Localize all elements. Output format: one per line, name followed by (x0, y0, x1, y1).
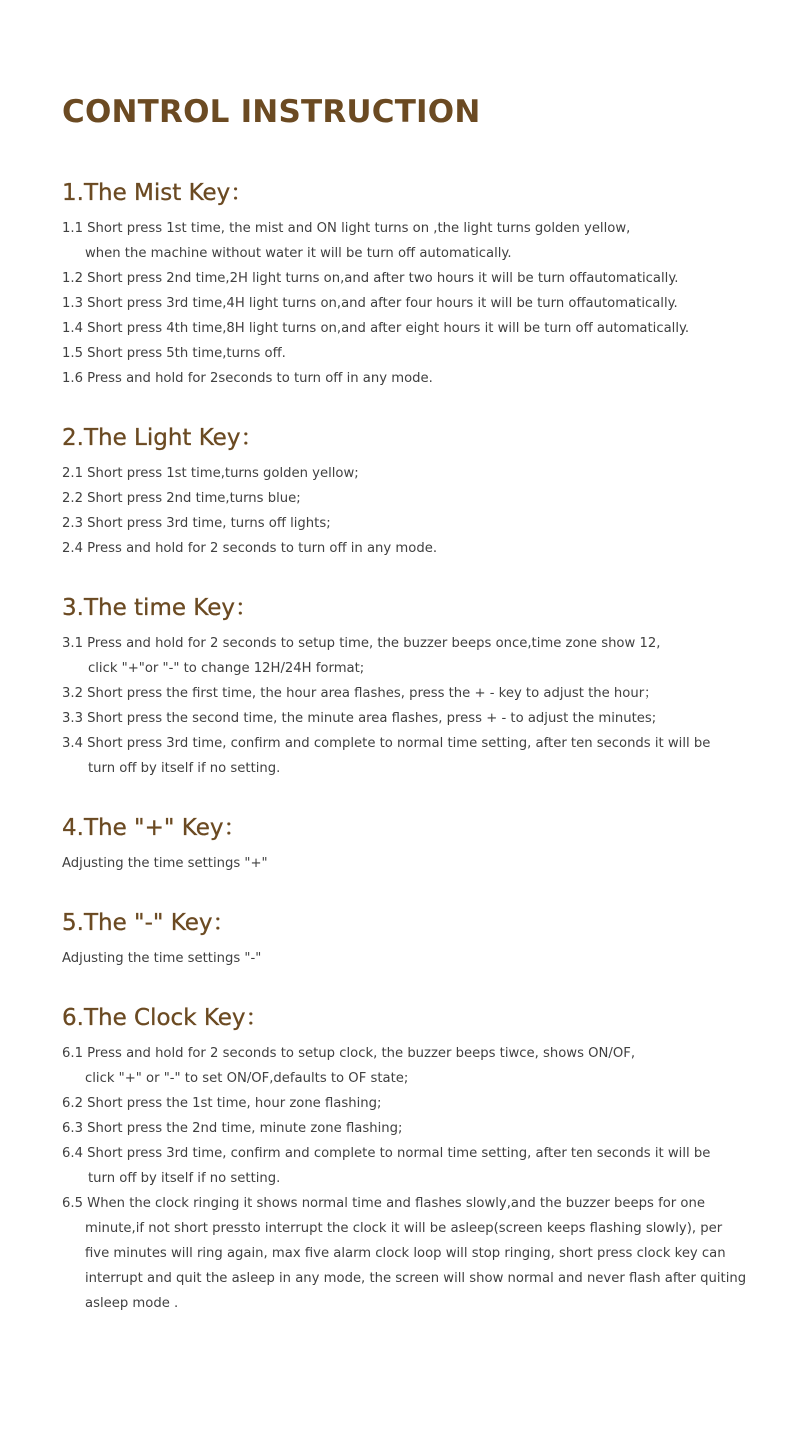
section-mist-key (62, 178, 787, 391)
section-heading: 1.The Mist Key： (62, 180, 254, 206)
section-light-key (62, 423, 787, 561)
section-heading: 6.The Clock Key： (62, 1005, 269, 1031)
instruction-line: 3.2 Short press the first time, the hour area flashes, press the + - key to adjust the hour； (62, 686, 658, 701)
instruction-line: 1.4 Short press 4th time,8H light turns on,and after eight hours it will be turn off automatically. (62, 321, 690, 336)
instruction-line: 2.1 Short press 1st time,turns golden yellow; (62, 466, 359, 481)
instruction-line: 3.3 Short press the second time, the minute area flashes, press + - to adjust the minutes; (62, 711, 657, 726)
instruction-line: 6.1 Press and hold for 2 seconds to setup clock, the buzzer beeps tiwce, shows ON/OF, (62, 1046, 636, 1061)
section-clock-key (62, 1003, 787, 1316)
instruction-line: 6.4 Short press 3rd time, confirm and complete to normal time setting, after ten seconds it will be (62, 1146, 711, 1161)
instruction-line: 1.2 Short press 2nd time,2H light turns on,and after two hours it will be turn offautomatically. (62, 271, 679, 286)
instruction-line: 6.3 Short press the 2nd time, minute zone flashing; (62, 1121, 403, 1136)
instruction-line: 1.5 Short press 5th time,turns off. (62, 346, 286, 361)
instruction-line: turn off by itself if no setting. (88, 761, 281, 776)
instruction-line: 2.3 Short press 3rd time, turns off lights; (62, 516, 331, 531)
instruction-line: 2.4 Press and hold for 2 seconds to turn off in any mode. (62, 541, 438, 556)
instruction-line: 3.1 Press and hold for 2 seconds to setup time, the buzzer beeps once,time zone show 12, (62, 636, 661, 651)
instruction-line: asleep mode . (85, 1296, 179, 1311)
instruction-line: 1.6 Press and hold for 2seconds to turn off in any mode. (62, 371, 433, 386)
instruction-line: turn off by itself if no setting. (88, 1171, 281, 1186)
instruction-line: 1.3 Short press 3rd time,4H light turns on,and after four hours it will be turn offautomatically. (62, 296, 678, 311)
section-heading: 3.The time Key： (62, 595, 259, 621)
instruction-line: Adjusting the time settings "-" (62, 951, 262, 966)
section-plus-key (62, 813, 787, 876)
instruction-line: click "+"or "-" to change 12H/24H format; (88, 661, 365, 676)
section-heading: 4.The "+" Key： (62, 815, 247, 841)
instruction-line: interrupt and quit the asleep in any mode, the screen will show normal and never flash after quiting (85, 1271, 747, 1286)
section-minus-key (62, 908, 787, 971)
section-heading: 2.The Light Key： (62, 425, 264, 451)
instruction-line: 3.4 Short press 3rd time, confirm and complete to normal time setting, after ten seconds it will be (62, 736, 711, 751)
instruction-line: 6.2 Short press the 1st time, hour zone flashing; (62, 1096, 382, 1111)
instruction-line: when the machine without water it will be turn off automatically. (85, 246, 512, 261)
instruction-line: minute,if not short pressto interrupt the clock it will be asleep(screen keeps flashing slowly), per (85, 1221, 723, 1236)
instruction-line: 6.5 When the clock ringing it shows normal time and flashes slowly,and the buzzer beeps for one (62, 1196, 705, 1211)
instruction-line: Adjusting the time settings "+" (62, 856, 268, 871)
instruction-line: click "+" or "-" to set ON/OF,defaults to OF state; (85, 1071, 409, 1086)
section-heading: 5.The "-" Key： (62, 910, 236, 936)
instruction-line: 2.2 Short press 2nd time,turns blue; (62, 491, 301, 506)
section-time-key (62, 593, 787, 781)
instruction-line: five minutes will ring again, max five alarm clock loop will stop ringing, short press clock key can (85, 1246, 726, 1261)
instruction-line: 1.1 Short press 1st time, the mist and ON light turns on ,the light turns golden yellow, (62, 221, 631, 236)
page-title: CONTROL INSTRUCTION (62, 94, 481, 130)
